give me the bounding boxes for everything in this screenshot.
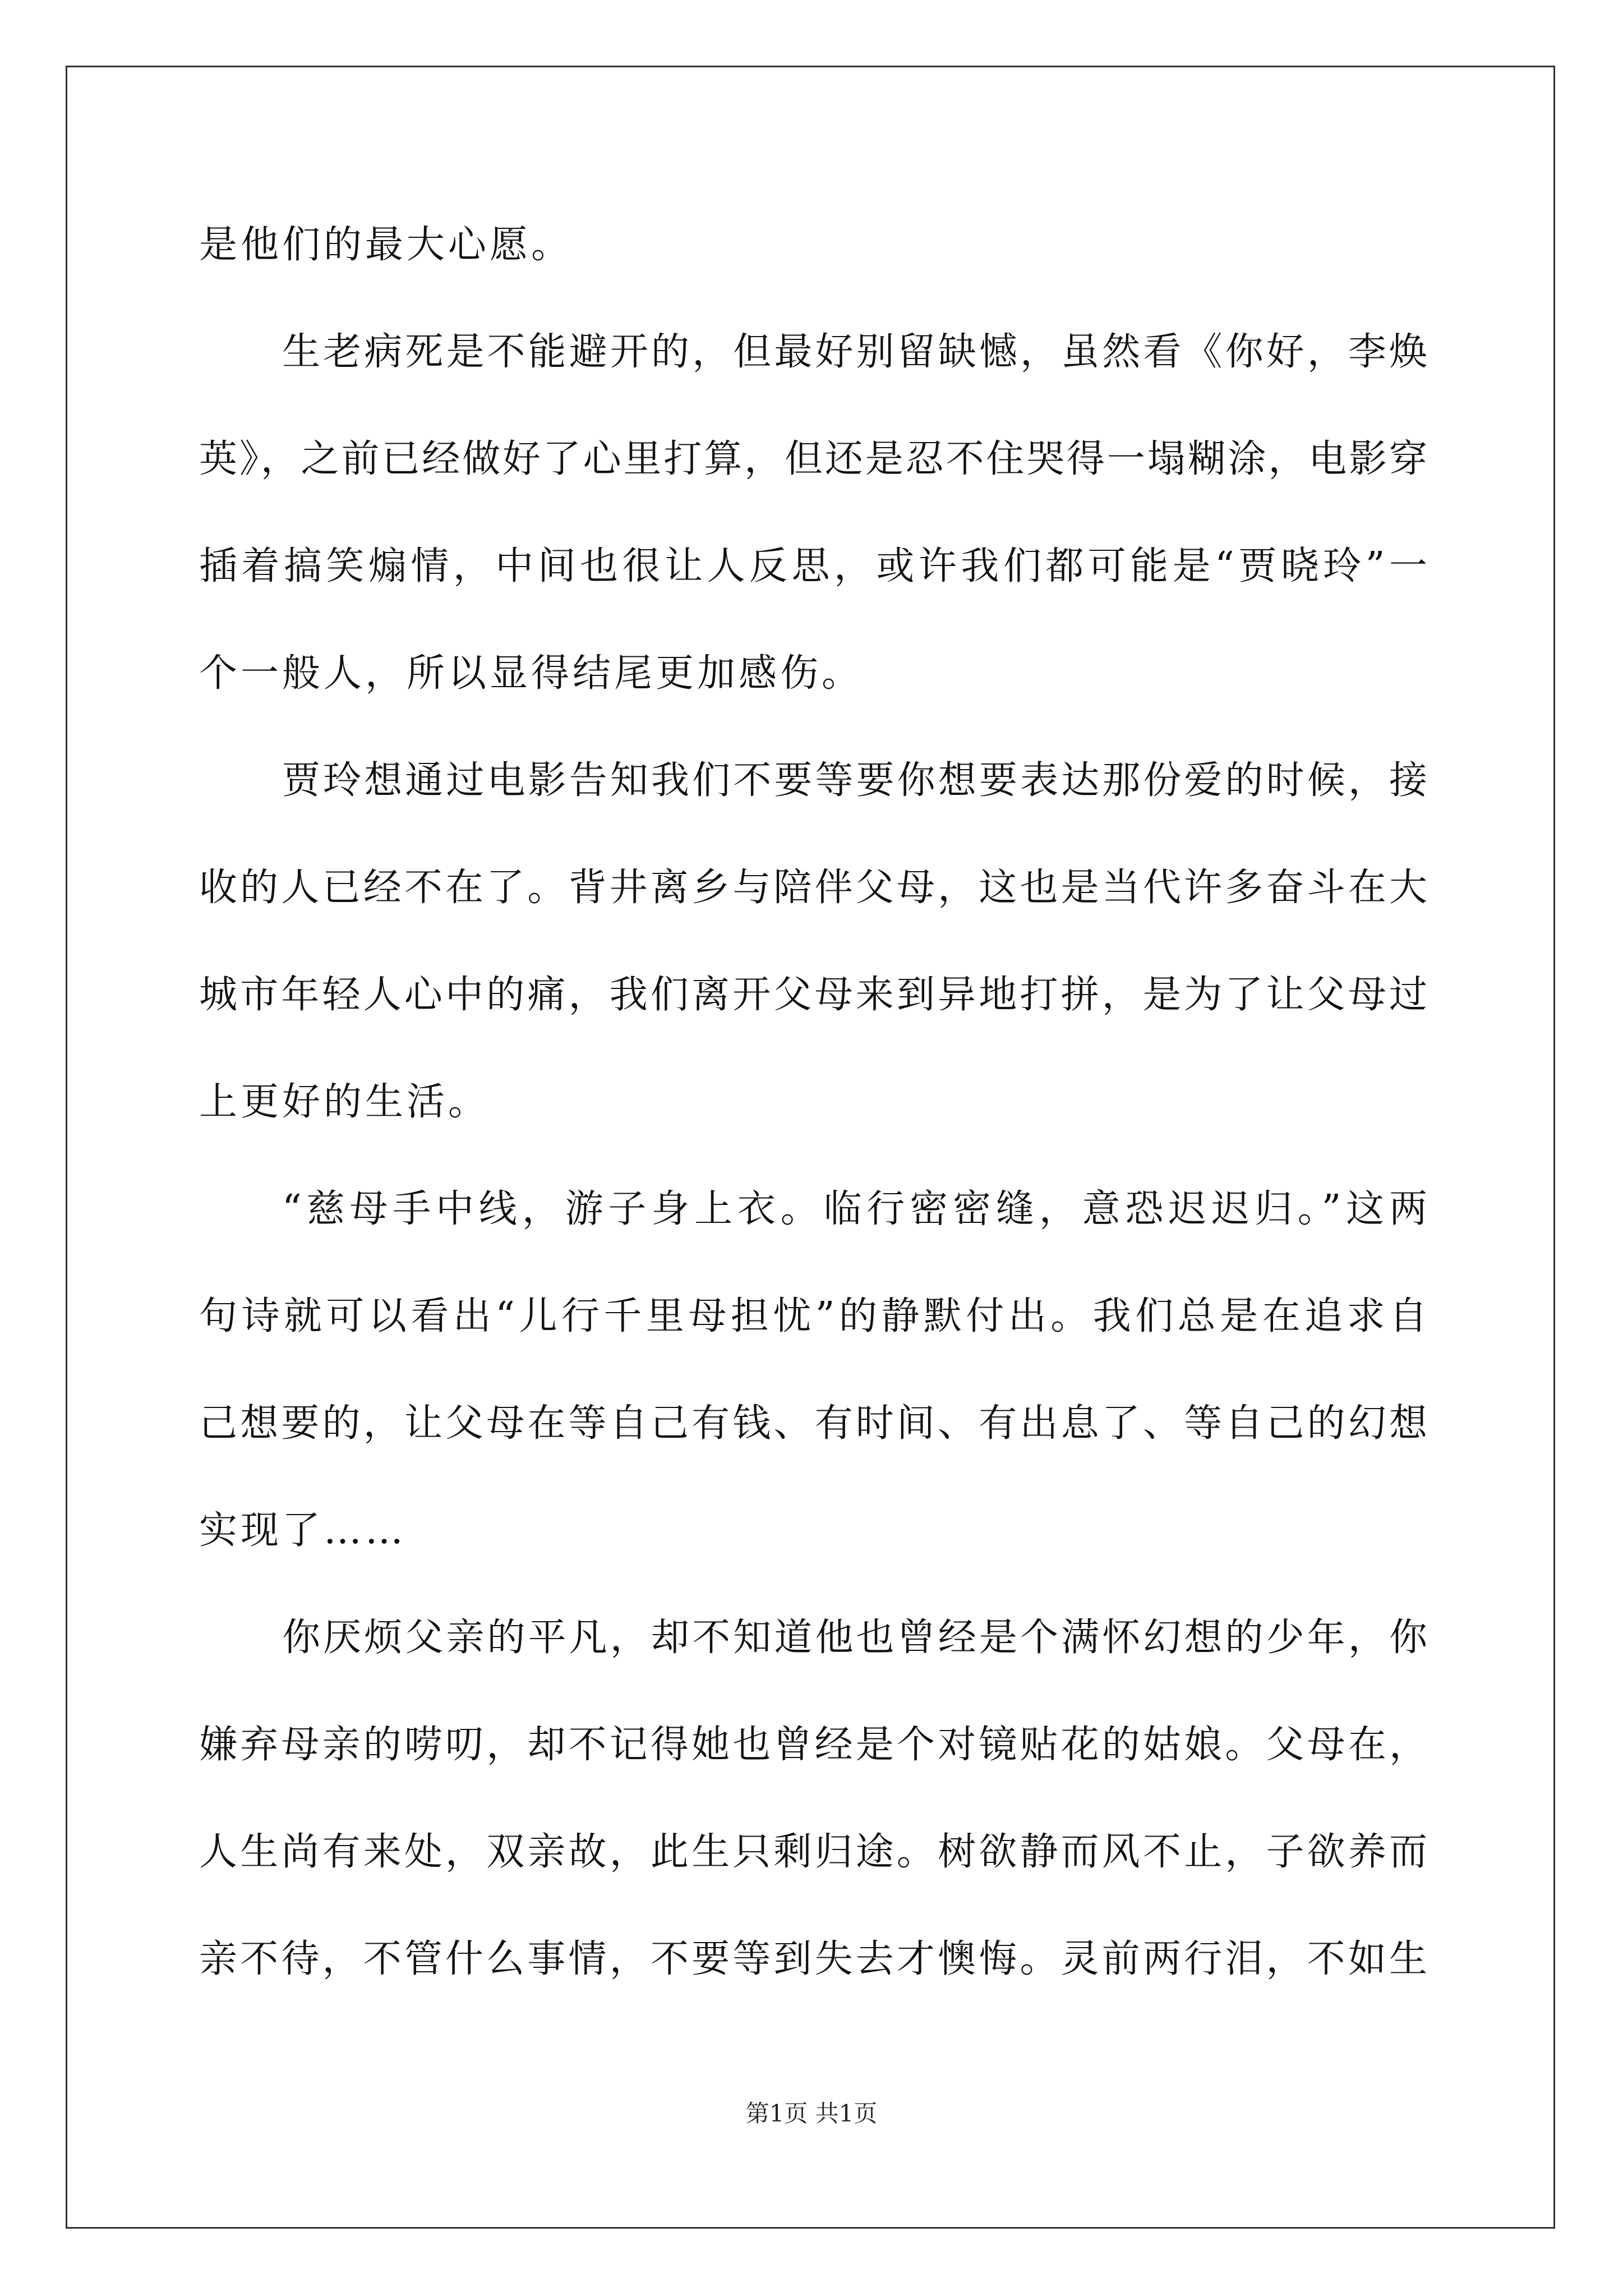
text-line: 上更好的生活。 <box>199 1080 490 1124</box>
text-line: 英》，之前已经做好了心里打算，但还是忍不住哭得一塌糊涂，电影穿 <box>199 437 1427 481</box>
text-line: 收的人已经不在了。背井离乡与陪伴父母，这也是当代许多奋斗在大 <box>199 866 1427 910</box>
text-line: 是他们的最大心愿。 <box>199 223 573 267</box>
paragraph-first-line: “慈母手中线，游子身上衣。临行密密缝，意恐迟迟归。”这两 <box>282 1187 1427 1231</box>
paragraph-first-line: 贾玲想通过电影告知我们不要等要你想要表达那份爱的时候，接 <box>282 758 1427 803</box>
text-line: 人生尚有来处，双亲故，此生只剩归途。树欲静而风不止，子欲养而 <box>199 1830 1427 1874</box>
paragraph-first-line: 你厌烦父亲的平凡，却不知道他也曾经是个满怀幻想的少年，你 <box>282 1616 1427 1660</box>
text-line: 己想要的，让父母在等自己有钱、有时间、有出息了、等自己的幻想 <box>199 1401 1427 1446</box>
text-line: 句诗就可以看出“儿行千里母担忧”的静默付出。我们总是在追求自 <box>199 1294 1427 1338</box>
text-line: 亲不待，不管什么事情，不要等到失去才懊悔。灵前两行泪，不如生 <box>199 1937 1427 1981</box>
text-line: 个一般人，所以显得结尾更加感伤。 <box>199 651 864 696</box>
text-line: 插着搞笑煽情，中间也很让人反思，或许我们都可能是“贾晓玲”一 <box>199 544 1427 588</box>
text-line: 实现了…… <box>199 1508 407 1553</box>
text-line: 嫌弃母亲的唠叨，却不记得她也曾经是个对镜贴花的姑娘。父母在， <box>199 1723 1427 1767</box>
page-border <box>66 66 1555 2229</box>
text-line: 城市年轻人心中的痛，我们离开父母来到异地打拼，是为了让父母过 <box>199 973 1427 1017</box>
page-number-footer: 第1页 共1页 <box>745 2100 878 2127</box>
paragraph-first-line: 生老病死是不能避开的，但最好别留缺憾，虽然看《你好，李焕 <box>282 330 1427 374</box>
